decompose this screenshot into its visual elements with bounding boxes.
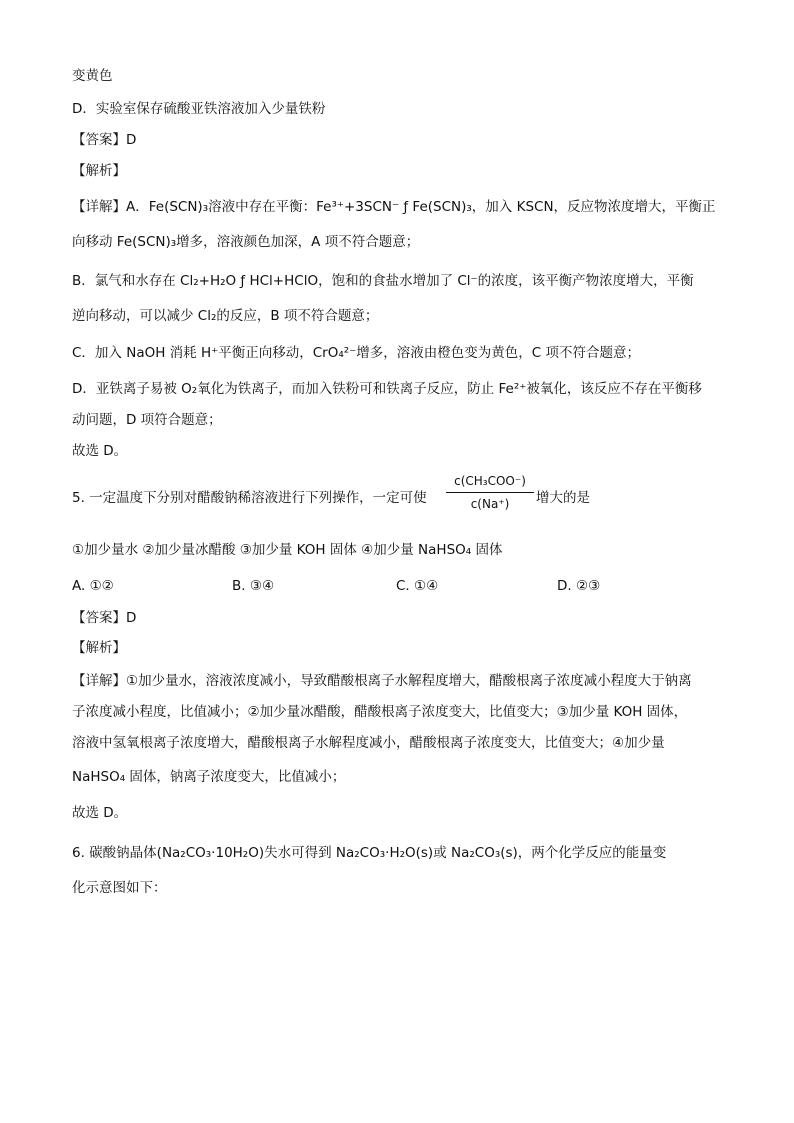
question-5-stem: 5. 一定温度下分别对醋酸钠稀溶液进行下列操作，一定可使	[72, 490, 427, 506]
choice-b: B. ③④	[232, 578, 275, 594]
answer-line: 【答案】D	[72, 132, 137, 148]
text-line: 故选 D。	[72, 443, 128, 459]
text-line: 变黄色	[72, 68, 113, 84]
text-line: 逆向移动，可以减少 Cl₂的反应，B 项不符合题意；	[72, 308, 379, 324]
choice-d: D. ②③	[557, 578, 601, 594]
text-line: 【详解】①加少量水，溶液浓度减小，导致醋酸根离子水解程度增大，醋酸根离子浓度减小程度大于钠离	[72, 673, 692, 689]
text-line: 【详解】A．Fe(SCN)₃溶液中存在平衡：Fe³⁺+3SCN⁻ ƒ Fe(SCN)₃，加入 KSCN，反应物浓度增大，平衡正	[72, 199, 716, 215]
text-line: C．加入 NaOH 消耗 H⁺平衡正向移动，CrO₄²⁻增多，溶液由橙色变为黄色，C 项不符合题意；	[72, 345, 640, 361]
choice-c: C. ①④	[396, 578, 439, 594]
text-line: NaHSO₄ 固体，钠离子浓度变大，比值减小；	[72, 769, 346, 785]
answer-line: 【答案】D	[72, 610, 137, 626]
fraction-bar	[446, 492, 534, 493]
text-line: D．亚铁离子易被 O₂氧化为铁离子，而加入铁粉可和铁离子反应，防止 Fe²⁺被氧化，该反应不存在平衡移	[72, 381, 702, 397]
text-line: 向移动 Fe(SCN)₃增多，溶液颜色加深，A 项不符合题意；	[72, 234, 420, 250]
fraction-tail: 增大的是	[536, 490, 590, 506]
text-line: B．氯气和水存在 Cl₂+H₂O ƒ HCl+HClO，饱和的食盐水增加了 Cl⁻的浓度，该平衡产物浓度增大，平衡	[72, 273, 694, 289]
text-line: 动问题，D 项符合题意；	[72, 412, 222, 428]
text-line: 子浓度减小程度，比值减小；②加少量冰醋酸，醋酸根离子浓度变大，比值变大；③加少量 KOH 固体，	[72, 704, 688, 720]
analysis-heading: 【解析】	[72, 640, 126, 656]
option-line: D．实验室保存硫酸亚铁溶液加入少量铁粉	[72, 101, 326, 117]
concentration-ratio-fraction	[446, 472, 534, 513]
question-6-stem: 6. 碳酸钠晶体(Na₂CO₃·10H₂O)失水可得到 Na₂CO₃·H₂O(s)或 Na₂CO₃(s)，两个化学反应的能量变	[72, 845, 667, 861]
choice-a: A. ①②	[72, 578, 114, 594]
text-line: 溶液中氢氧根离子浓度增大，醋酸根离子水解程度减小，醋酸根离子浓度变大，比值变大；④加少量	[72, 735, 665, 751]
fraction-denominator: c(Na⁺)	[470, 497, 510, 511]
question-5-conditions: ①加少量水 ②加少量冰醋酸 ③加少量 KOH 固体 ④加少量 NaHSO₄ 固体	[72, 542, 503, 558]
fraction-numerator: c(CH₃COO⁻)	[454, 474, 526, 488]
question-6-stem-cont: 化示意图如下：	[72, 880, 167, 896]
text-line: 故选 D。	[72, 805, 128, 821]
analysis-heading: 【解析】	[72, 163, 126, 179]
